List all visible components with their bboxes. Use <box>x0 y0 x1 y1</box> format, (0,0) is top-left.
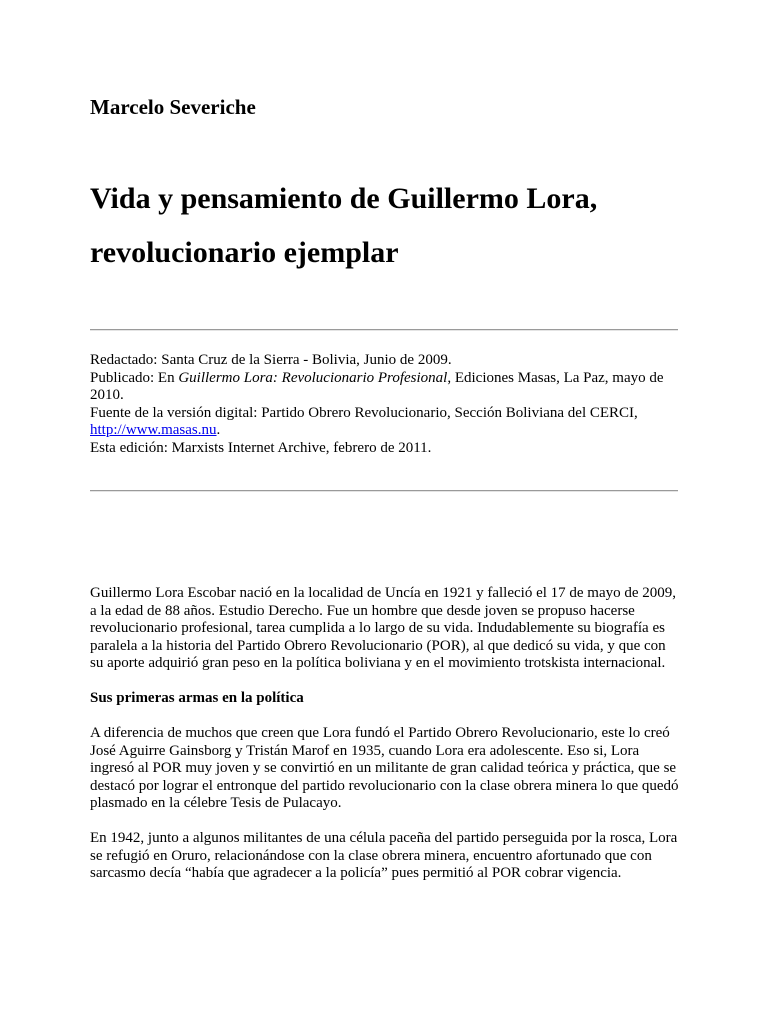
meta-publicado-prefix: Publicado: En <box>90 369 179 386</box>
meta-redactado: Redactado: Santa Cruz de la Sierra - Bolivia, Junio de 2009. <box>90 352 452 368</box>
paragraph-intro: Guillermo Lora Escobar nació en la localidad de Uncía en 1921 y falleció el 17 de mayo de 2009, a la edad de 88 años. Estudio Derecho. Fue un hombre que desde joven se propuso hacerse revolucionario profesional, tarea cumplida a lo largo de su vida. Indudablemente su biografía es paralela a la historia del Partido Obrero Revolucionario (POR), al que dedicó su vida, y que con su aporte adquirió gran peso en la política boliviana y en el movimiento trotskista internacional. <box>90 585 677 671</box>
paragraph-2: A diferencia de muchos que creen que Lora fundó el Partido Obrero Revolucionario, este lo creó José Aguirre Gainsborg y Tristán Marof en 1935, cuando Lora era adolescente. Eso si, Lora ingresó al POR muy joven y se convirtió en un militante de gran calidad teórica y práctica, que se destacó por lograr el entronque del partido revolucionario con la clase obrera minera lo que quedó plasmado en la célebre Tesis de Pulacayo. <box>90 725 679 811</box>
title-line-2: revolucionario ejemplar <box>90 236 399 269</box>
section-heading: Sus primeras armas en la política <box>90 690 304 706</box>
document-title <box>90 172 690 280</box>
meta-fuente-suffix: . <box>216 422 221 438</box>
paragraph-3: En 1942, junto a algunos militantes de una célula paceña del partido perseguida por la rosca, Lora se refugió en Oruro, relacionándose con la clase obrera minera, encuentro afortunado que con sarcasmo decía “había que agradecer a la policía” pues permitió al POR cobrar vigencia. <box>90 830 678 881</box>
article-body <box>90 585 680 900</box>
author-name: Marcelo Severiche <box>90 95 256 119</box>
meta-publicado-title: Guillermo Lora: Revolucionario Profesional <box>178 369 448 386</box>
meta-publicado-suffix: , Ediciones Masas, La Paz, mayo de 2010. <box>90 369 664 403</box>
divider-top <box>90 329 678 331</box>
title-line-1: Vida y pensamiento de Guillermo Lora, <box>90 182 598 215</box>
divider-bottom <box>90 490 678 492</box>
meta-edicion: Esta edición: Marxists Internet Archive, febrero de 2011. <box>90 439 432 456</box>
masas-link[interactable]: http://www.masas.nu <box>90 422 217 438</box>
publication-info <box>90 352 678 457</box>
meta-fuente-prefix: Fuente de la versión digital: Partido Obrero Revolucionario, Sección Boliviana del CERCI, <box>90 404 638 421</box>
